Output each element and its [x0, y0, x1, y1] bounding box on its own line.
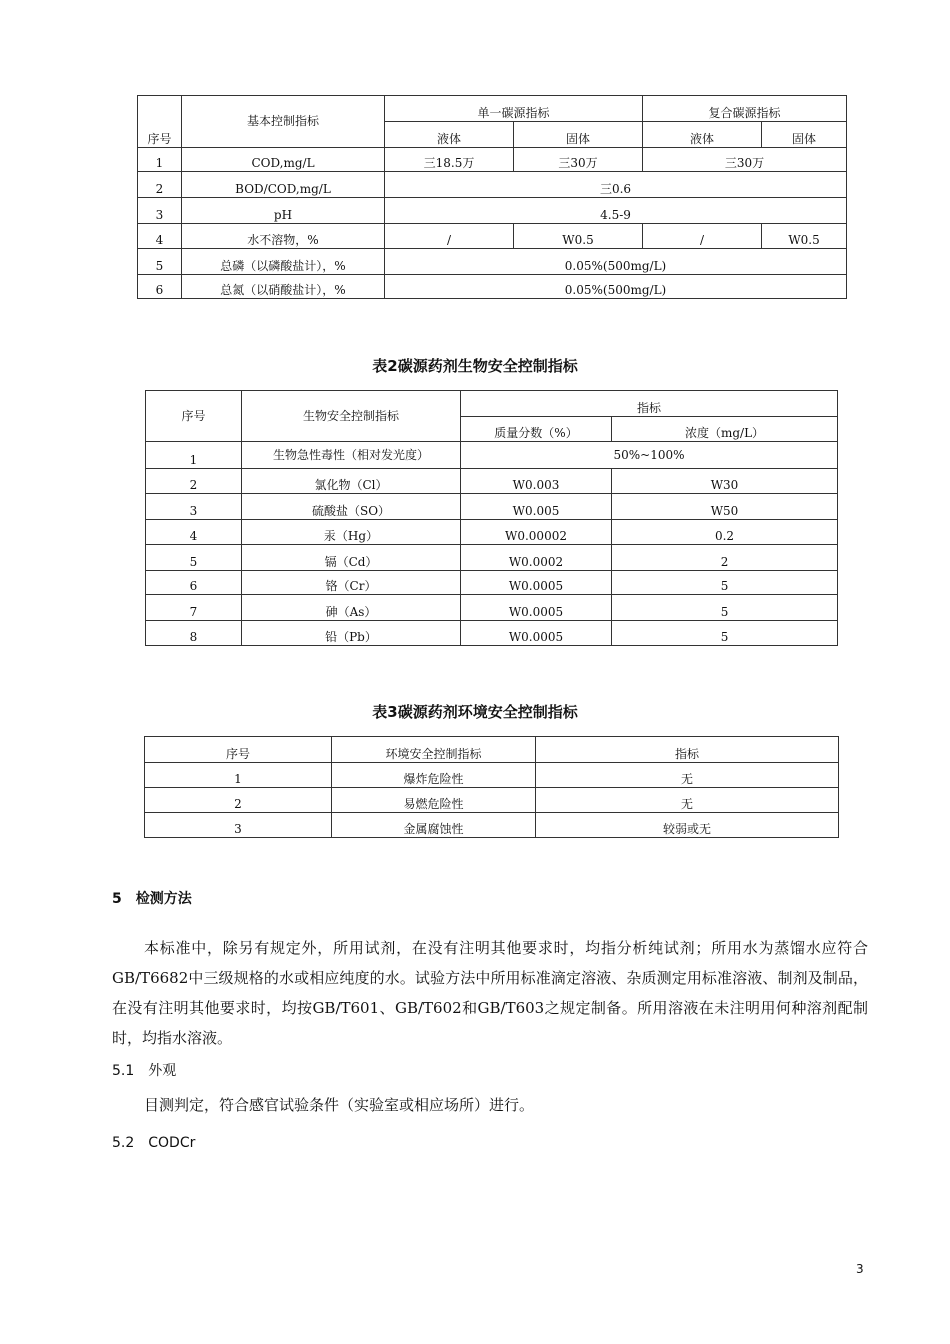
cell-seq: 2 [146, 469, 242, 494]
cell-seq: 6 [138, 275, 182, 299]
cell-value: / [385, 224, 514, 249]
cell-value: W0.0005 [461, 571, 612, 595]
table-row [146, 571, 838, 595]
cell-seq: 7 [146, 595, 242, 621]
cell-name: 汞（Hg） [242, 520, 461, 545]
header-liquid: 液体 [385, 122, 514, 148]
cell-seq: 3 [146, 494, 242, 520]
cell-value: W30 [612, 469, 838, 494]
header-composite-carbon: 复合碳源指标 [643, 96, 847, 122]
cell-value: 50%~100% [461, 442, 838, 469]
header-index: 指标 [536, 737, 839, 763]
table-row [146, 621, 838, 646]
header-concentration: 浓度（mg/L） [612, 417, 838, 442]
cell-value: 无 [536, 763, 839, 788]
table-row [138, 275, 847, 299]
cell-value: 5 [612, 595, 838, 621]
table3-caption: 表3碳源药剂环境安全控制指标 [372, 703, 578, 721]
cell-value: W50 [612, 494, 838, 520]
cell-name: 铅（Pb） [242, 621, 461, 646]
header-solid: 固体 [762, 122, 847, 148]
header-seq: 序号 [138, 96, 182, 148]
cell-name: 硫酸盐（SO） [242, 494, 461, 520]
table-row [145, 788, 839, 813]
cell-name: 总氮（以硝酸盐计），% [182, 275, 385, 299]
header-single-carbon: 单一碳源指标 [385, 96, 643, 122]
table-environment-safety [144, 736, 839, 838]
header-solid: 固体 [514, 122, 643, 148]
cell-name: COD,mg/L [182, 148, 385, 172]
header-env-index: 环境安全控制指标 [332, 737, 536, 763]
table-row [138, 224, 847, 249]
table-row [146, 545, 838, 571]
cell-seq: 1 [146, 442, 242, 469]
table-row [146, 469, 838, 494]
table-row [146, 494, 838, 520]
header-mass-fraction: 质量分数（%） [461, 417, 612, 442]
table-row [146, 595, 838, 621]
section-heading: 5 检测方法 [112, 891, 192, 907]
cell-seq: 8 [146, 621, 242, 646]
cell-value: 5 [612, 571, 838, 595]
cell-value: W0.00002 [461, 520, 612, 545]
section-paragraph: 本标准中，除另有规定外，所用试剂，在没有注明其他要求时，均指分析纯试剂；所用水为蒸馏水应符合GB/T6682中三级规格的水或相应纯度的水。试验方法中所用标准滴定溶液、杂质测定用标准溶液、制剂及制品，在没有注明其他要求时，均按GB/T601、GB/T602和GB/T603之规定制备。所用溶液在未注明用何种溶剂配制时，均指水溶液。 [112, 939, 868, 1047]
header-index: 指标 [461, 391, 838, 417]
cell-name: pH [182, 198, 385, 224]
cell-name: 易燃危险性 [332, 788, 536, 813]
cell-value: 三30万 [643, 148, 847, 172]
cell-value: W0.003 [461, 469, 612, 494]
table-biosafety-control [145, 390, 838, 646]
cell-seq: 3 [138, 198, 182, 224]
cell-value: W0.0005 [461, 595, 612, 621]
cell-seq: 5 [138, 249, 182, 275]
cell-value: W0.0005 [461, 621, 612, 646]
cell-name: 氯化物（Cl） [242, 469, 461, 494]
cell-value: 较弱或无 [536, 813, 839, 838]
header-seq: 序号 [145, 737, 332, 763]
cell-name: 爆炸危险性 [332, 763, 536, 788]
cell-seq: 6 [146, 571, 242, 595]
cell-value: W0.005 [461, 494, 612, 520]
cell-seq: 2 [138, 172, 182, 198]
cell-value: 0.05%(500mg/L) [385, 249, 847, 275]
cell-value: 0.2 [612, 520, 838, 545]
table-row [146, 520, 838, 545]
cell-name: 生物急性毒性（相对发光度） [242, 442, 461, 469]
table-row [138, 148, 847, 172]
cell-seq: 4 [138, 224, 182, 249]
cell-seq: 3 [145, 813, 332, 838]
table-row [138, 198, 847, 224]
header-liquid: 液体 [643, 122, 762, 148]
cell-name: 金属腐蚀性 [332, 813, 536, 838]
cell-seq: 1 [138, 148, 182, 172]
subsection-text-appearance: 目测判定，符合感官试验条件（实验室或相应场所）进行。 [144, 1096, 535, 1114]
cell-value: 2 [612, 545, 838, 571]
cell-seq: 5 [146, 545, 242, 571]
table-row [138, 172, 847, 198]
cell-value: / [643, 224, 762, 249]
subsection-heading-appearance: 5.1 外观 [112, 1063, 177, 1079]
cell-seq: 1 [145, 763, 332, 788]
cell-name: 砷（As） [242, 595, 461, 621]
cell-seq: 2 [145, 788, 332, 813]
header-basic-index: 基本控制指标 [182, 96, 385, 148]
cell-value: 5 [612, 621, 838, 646]
cell-value: W0.5 [514, 224, 643, 249]
table-row [145, 763, 839, 788]
cell-seq: 4 [146, 520, 242, 545]
cell-name: 铬（Cr） [242, 571, 461, 595]
header-seq: 序号 [146, 391, 242, 442]
cell-value: W0.0002 [461, 545, 612, 571]
cell-name: 水不溶物，% [182, 224, 385, 249]
table-row [146, 442, 838, 469]
cell-value: 0.05%(500mg/L) [385, 275, 847, 299]
cell-value: 三30万 [514, 148, 643, 172]
page-number: 3 [856, 1262, 864, 1276]
table-basic-control [137, 95, 847, 299]
cell-value: 无 [536, 788, 839, 813]
cell-value: 4.5-9 [385, 198, 847, 224]
header-biosafety-index: 生物安全控制指标 [242, 391, 461, 442]
table-row [138, 249, 847, 275]
subsection-heading-codcr: 5.2 CODCr [112, 1135, 196, 1151]
cell-name: BOD/COD,mg/L [182, 172, 385, 198]
table2-caption: 表2碳源药剂生物安全控制指标 [372, 357, 578, 375]
cell-value: 三18.5万 [385, 148, 514, 172]
cell-value: W0.5 [762, 224, 847, 249]
table-row [145, 813, 839, 838]
cell-name: 总磷（以磷酸盐计），% [182, 249, 385, 275]
cell-value: 三0.6 [385, 172, 847, 198]
cell-name: 镉（Cd） [242, 545, 461, 571]
